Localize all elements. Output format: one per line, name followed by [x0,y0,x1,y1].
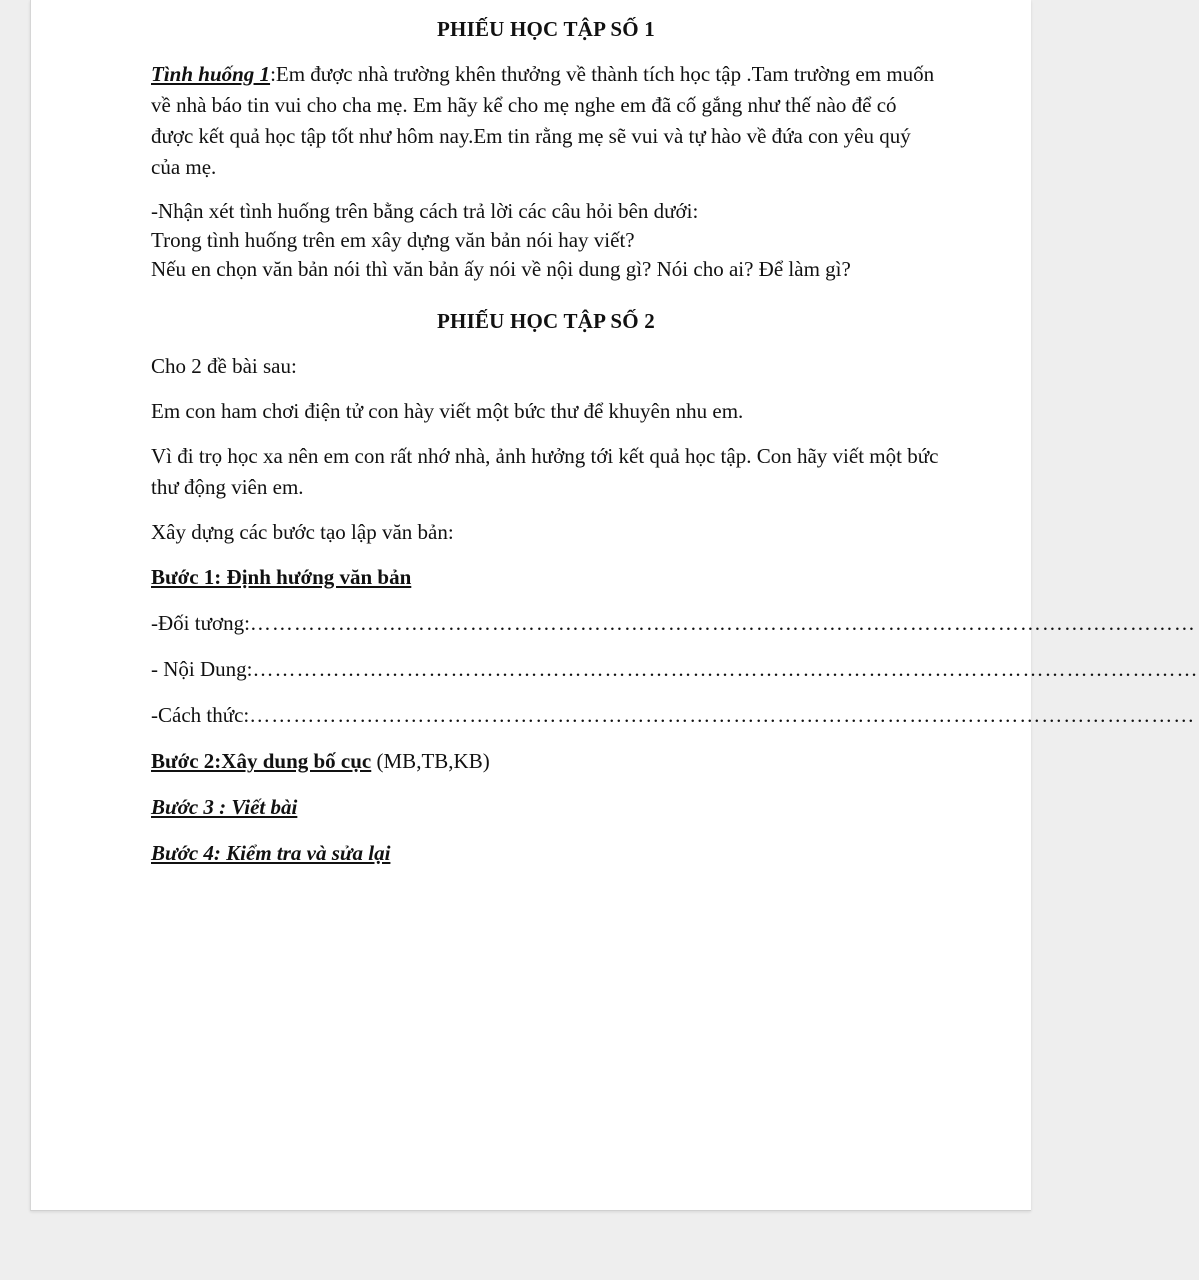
step-2-label: Bước 2:Xây dung bố cục [151,749,372,773]
step-1-label: Bước 1: Định hướng văn bản [151,565,412,589]
sheet2-title: PHIẾU HỌC TẬP SỐ 2 [437,309,655,333]
field-noi-dung-blank: ………………………………………………………………………………………………………………… [252,657,1199,681]
steps-intro: Xây dựng các bước tạo lập văn bản: [151,520,454,544]
prompt-2: Vì đi trọ học xa nên em con rất nhớ nhà, ảnh hưởng tới kết quả học tập. Con hãy viết một bức thư động viên em. [151,444,939,499]
prompt-1: Em con ham chơi điện tử con hày viết một bức thư để khuyên nhu em. [151,399,744,423]
document-page [30,0,1199,1211]
step-3 [151,792,941,823]
field-doi-tuong [151,608,1196,639]
field-noi-dung-label: - Nội Dung: [151,657,253,681]
page-content [151,14,1199,884]
field-doi-tuong-label: -Đối tương: [151,611,250,635]
field-noi-dung [151,654,1199,685]
field-cach-thuc-label: -Cách thức: [151,703,250,727]
situation-text: :Em được nhà trường khên thưởng về thành tích học tập .Tam trường em muốn về nhà báo tin vui cho cha mẹ. Em hãy kể cho mẹ nghe em đã cố gắng như thế nào để có được kết quả học tập tốt như hôm nay.Em tin rằng mẹ sẽ vui và tự hào về đứa con yêu quý của mẹ. [151,62,935,179]
sheet2-intro: Cho 2 đề bài sau: [151,354,297,378]
question-intro: -Nhận xét tình huống trên bằng cách trả lời các câu hỏi bên dưới: [151,199,699,223]
situation-paragraph [151,59,941,183]
question-2: Nếu en chọn văn bản nói thì văn bản ấy nói về nội dung gì? Nói cho ai? Để làm gì? [151,257,851,281]
step-4-label: Bước 4: Kiểm tra và sửa lại [151,841,391,865]
situation-label: Tình huống 1 [151,62,271,86]
step-3-label: Bước 3 : Viết bài [151,795,298,819]
sheet1-title: PHIẾU HỌC TẬP SỐ 1 [437,17,655,41]
step-2-suffix: (MB,TB,KB) [371,749,490,773]
field-doi-tuong-blank: ………………………………………………………………………………………………………………… [249,611,1196,635]
step-2 [151,746,941,777]
step-4 [151,838,941,869]
question-1: Trong tình huống trên em xây dựng văn bản nói hay viết? [151,228,635,252]
field-cach-thuc [151,700,1196,731]
step-1 [151,562,941,593]
field-cach-thuc-blank: ………………………………………………………………………………………………………………… [249,703,1196,727]
